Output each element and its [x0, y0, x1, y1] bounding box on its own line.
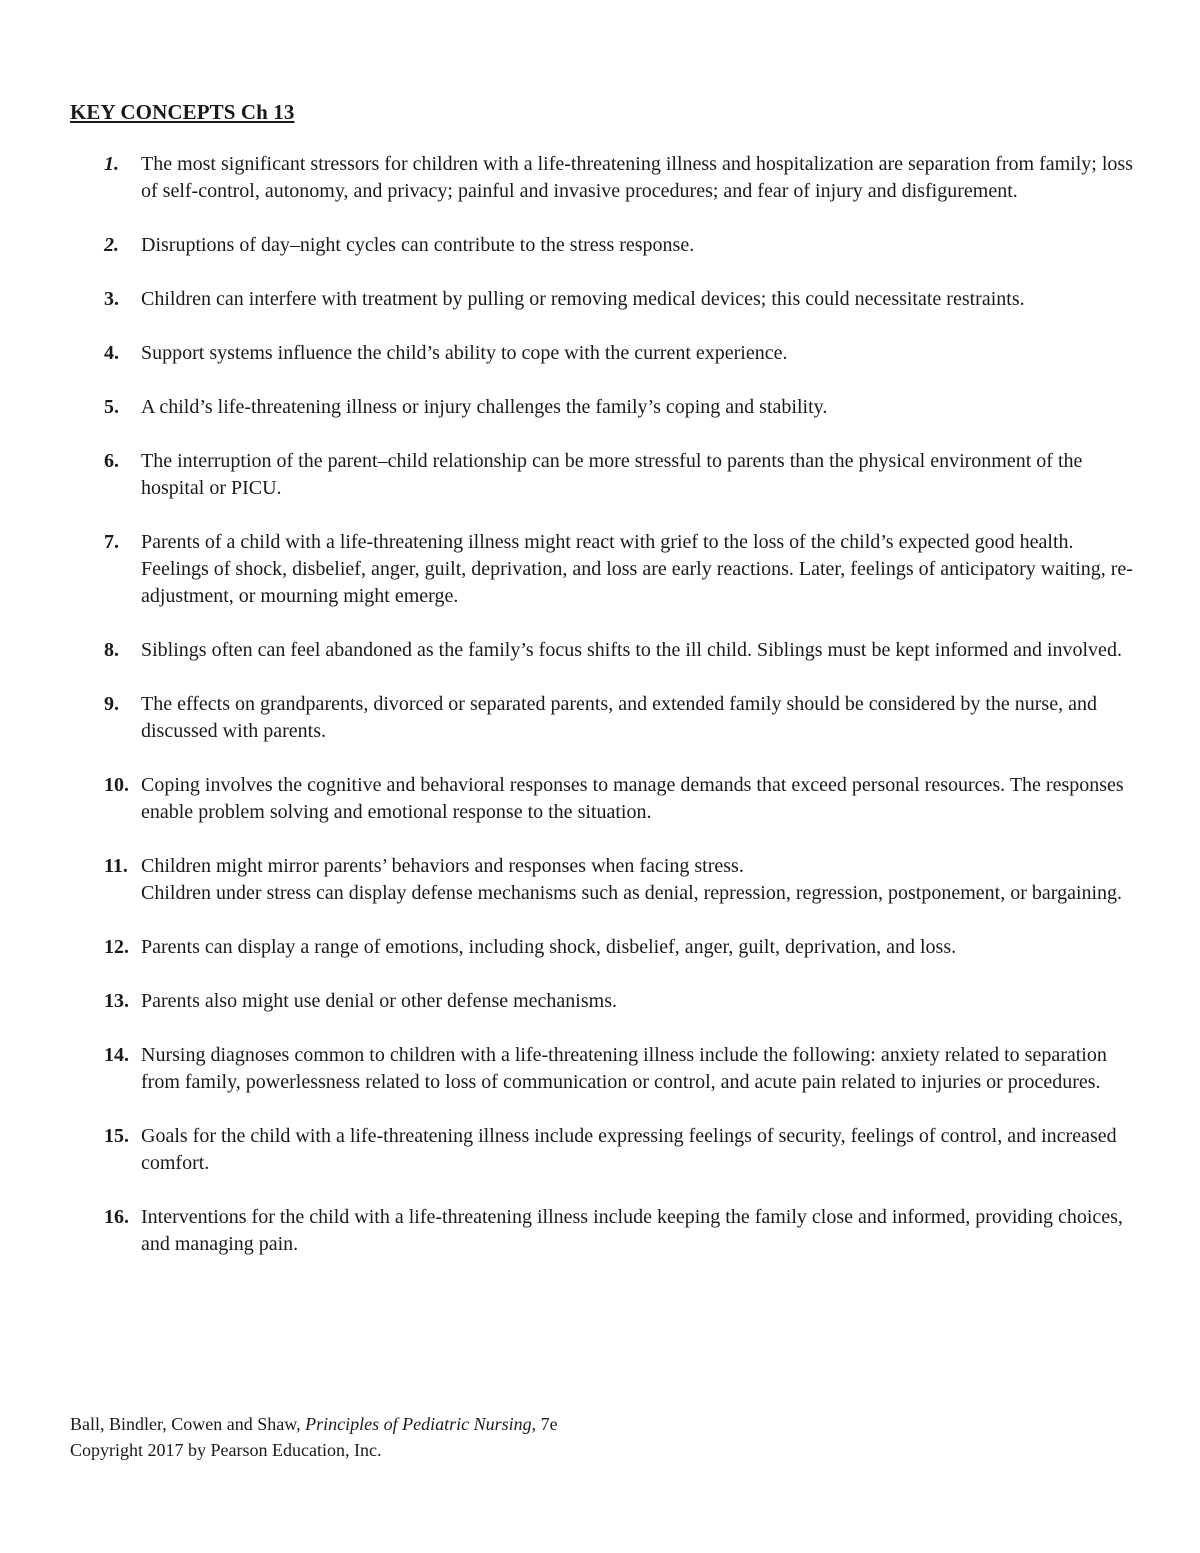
item-number: 15. [104, 1125, 129, 1147]
list-item [70, 934, 1145, 961]
item-text: Parents can display a range of emotions, including shock, disbelief, anger, guilt, deprivation, and loss. [141, 936, 957, 958]
item-number: 8. [104, 639, 119, 661]
item-text: Siblings often can feel abandoned as the family’s focus shifts to the ill child. Siblings must be kept informed and involved. [141, 639, 1122, 661]
item-text-continued: Children under stress can display defense mechanisms such as denial, repression, regression, postponement, or bargaining. [141, 882, 1123, 904]
item-number: 7. [104, 531, 119, 553]
list-item [70, 1123, 1145, 1177]
item-text: The interruption of the parent–child relationship can be more stressful to parents than the physical environment of the hospital or PICU. [141, 450, 1083, 499]
item-text: Disruptions of day–night cycles can contribute to the stress response. [141, 234, 695, 256]
item-number: 11. [104, 855, 128, 877]
citation-edition: , 7e [531, 1414, 558, 1434]
citation-book-title: Principles of Pediatric Nursing [305, 1414, 532, 1434]
list-item [70, 340, 1145, 367]
list-item [70, 1042, 1145, 1096]
list-item [70, 448, 1145, 502]
item-text: Interventions for the child with a life-threatening illness include keeping the family close and informed, providing choices, and managing pain. [141, 1206, 1123, 1255]
list-item [70, 151, 1145, 205]
list-item [70, 394, 1145, 421]
item-text: Nursing diagnoses common to children with a life-threatening illness include the following: anxiety related to separation from family, powerlessness related to loss of communication or control, and acute pain related to injuries or procedures. [141, 1044, 1107, 1093]
list-item [70, 691, 1145, 745]
item-number: 1. [104, 153, 119, 175]
item-number: 12. [104, 936, 129, 958]
item-text: A child’s life-threatening illness or injury challenges the family’s coping and stability. [141, 396, 828, 418]
list-item [70, 1204, 1145, 1258]
item-text: Children can interfere with treatment by pulling or removing medical devices; this could necessitate restraints. [141, 288, 1025, 310]
item-text: Parents of a child with a life-threatening illness might react with grief to the loss of the child’s expected good health. Feelings of shock, disbelief, anger, guilt, deprivation, and loss are early reactions. Later, feelings of anticipatory waiting, re-adjustment, or mourning might emerge. [141, 531, 1133, 607]
item-text: The most significant stressors for children with a life-threatening illness and hospitalization are separation from family; loss of self-control, autonomy, and privacy; painful and invasive procedures; and fear of injury and disfigurement. [141, 153, 1133, 202]
item-number: 5. [104, 396, 119, 418]
item-number: 4. [104, 342, 119, 364]
item-number: 3. [104, 288, 119, 310]
item-number: 2. [104, 234, 119, 256]
page-title: KEY CONCEPTS Ch 13 [70, 100, 295, 124]
copyright-line: Copyright 2017 by Pearson Education, Inc. [70, 1440, 382, 1460]
item-number: 13. [104, 990, 129, 1012]
list-item [70, 988, 1145, 1015]
list-item [70, 286, 1145, 313]
citation-line [70, 1411, 558, 1437]
list-item [70, 529, 1145, 610]
item-text: The effects on grandparents, divorced or separated parents, and extended family should be considered by the nurse, and discussed with parents. [141, 693, 1097, 742]
item-number: 9. [104, 693, 119, 715]
item-text: Parents also might use denial or other defense mechanisms. [141, 990, 617, 1012]
item-text: Children might mirror parents’ behaviors and responses when facing stress. [141, 855, 744, 877]
item-number: 10. [104, 774, 129, 796]
key-concepts-list [70, 151, 1145, 1285]
item-text: Goals for the child with a life-threatening illness include expressing feelings of security, feelings of control, and increased comfort. [141, 1125, 1117, 1174]
item-number: 16. [104, 1206, 129, 1228]
list-item [70, 637, 1145, 664]
list-item [70, 232, 1145, 259]
item-number: 6. [104, 450, 119, 472]
list-item [70, 772, 1145, 826]
list-item [70, 853, 1145, 907]
citation-authors: Ball, Bindler, Cowen and Shaw, [70, 1414, 301, 1434]
item-text: Support systems influence the child’s ability to cope with the current experience. [141, 342, 788, 364]
item-text: Coping involves the cognitive and behavioral responses to manage demands that exceed personal resources. The responses enable problem solving and emotional response to the situation. [141, 774, 1124, 823]
page-footer [70, 1411, 558, 1463]
item-number: 14. [104, 1044, 129, 1066]
